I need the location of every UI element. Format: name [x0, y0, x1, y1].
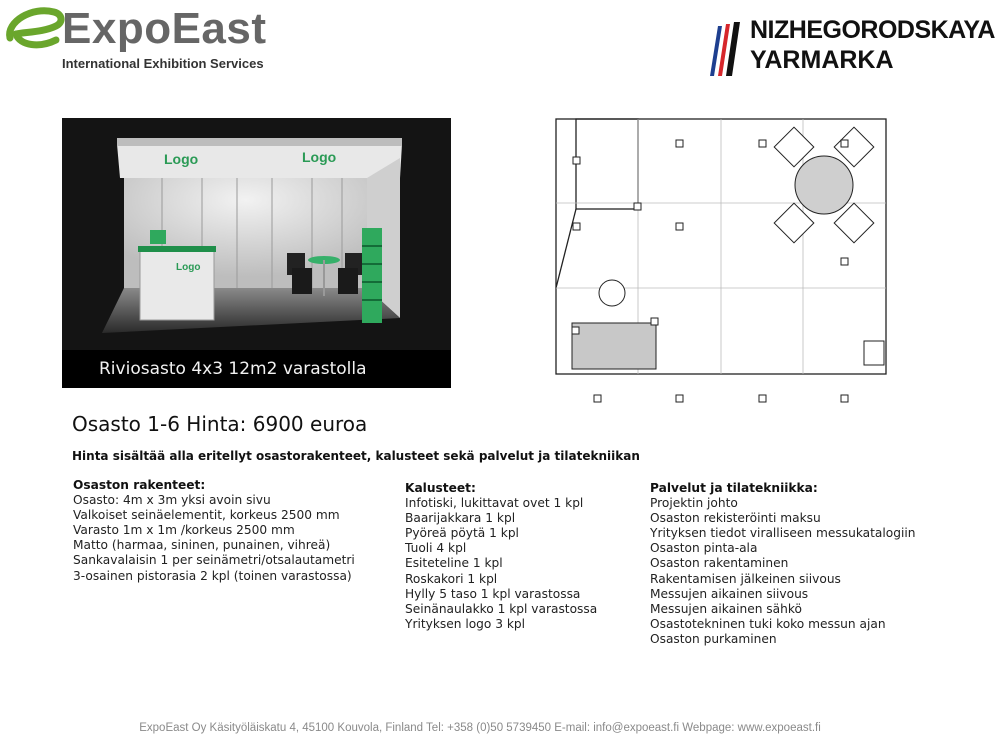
furniture-column: [405, 481, 597, 632]
structures-heading: Osaston rakenteet:: [73, 478, 206, 492]
services-item: Osaston rekisteröinti maksu: [650, 511, 821, 526]
services-item: Messujen aikainen sähkö: [650, 601, 802, 616]
services-item: Osaston rakentaminen: [650, 556, 789, 571]
services-heading: Palvelut ja tilatekniikka:: [650, 481, 818, 495]
page-subtitle: Hinta sisältää alla eritellyt osastorakenteet, kalusteet sekä palvelut ja tilatekniikan: [72, 449, 640, 463]
expoeast-e-logo-icon: [4, 4, 66, 54]
structures-item: Osasto: 4m x 3m yksi avoin sivu: [73, 493, 271, 508]
fascia-logo-1: Logo: [164, 151, 199, 167]
furniture-item: Hylly 5 taso 1 kpl varastossa: [405, 586, 581, 601]
brand-name: ExpoEast: [62, 4, 267, 53]
services-item: Projektin johto: [650, 496, 738, 511]
brand-tagline: International Exhibition Services: [62, 56, 264, 71]
render-caption: Riviosasto 4x3 12m2 varastolla: [62, 350, 451, 388]
expoeast-logo: [4, 4, 294, 70]
furniture-item: Yrityksen logo 3 kpl: [405, 616, 526, 631]
structures-item: Varasto 1m x 1m /korkeus 2500 mm: [73, 523, 295, 538]
logo-line-1: NIZHEGORODSKAYA: [750, 16, 995, 44]
services-column: [650, 481, 915, 647]
footer-contact: ExpoEast Oy Käsityöläiskatu 4, 45100 Kouvola, Finland Tel: +358 (0)50 5739450 E-mail: info@expoeast.fi Webpage: www.expoeast.fi: [139, 722, 821, 734]
russian-flag-emblem-icon: [708, 20, 742, 76]
services-item: Osastotekninen tuki koko messun ajan: [650, 616, 886, 631]
furniture-item: Baarijakkara 1 kpl: [405, 511, 516, 526]
services-item: Osaston purkaminen: [650, 631, 777, 646]
page-title: Osasto 1-6 Hinta: 6900 euroa: [72, 412, 368, 436]
booth-render-image: [62, 118, 451, 388]
services-item: Osaston pinta-ala: [650, 541, 758, 556]
logo-line-2: YARMARKA: [750, 46, 894, 74]
structures-item: Valkoiset seinäelementit, korkeus 2500 mm: [73, 508, 340, 523]
structures-item: 3-osainen pistorasia 2 kpl (toinen varastossa): [73, 568, 352, 583]
structures-item: Matto (harmaa, sininen, punainen, vihreä): [73, 538, 331, 553]
fascia-logo-2: Logo: [302, 149, 337, 165]
furniture-item: Roskakori 1 kpl: [405, 571, 498, 586]
nizhegorodskaya-logo: [708, 16, 995, 80]
services-item: Yrityksen tiedot viralliseen messukatalogiin: [650, 526, 916, 541]
structures-item: Sankavalaisin 1 per seinämetri/otsalautametri: [73, 553, 355, 568]
furniture-item: Infotiski, lukittavat ovet 1 kpl: [405, 496, 584, 511]
furniture-item: Pyöreä pöytä 1 kpl: [405, 526, 519, 541]
furniture-item: Tuoli 4 kpl: [405, 541, 467, 556]
furniture-item: Seinänaulakko 1 kpl varastossa: [405, 601, 598, 616]
services-item: Messujen aikainen siivous: [650, 586, 809, 601]
desk-logo: Logo: [176, 262, 201, 273]
furniture-heading: Kalusteet:: [405, 481, 476, 495]
services-item: Rakentamisen jälkeinen siivous: [650, 571, 841, 586]
booth-illustration: [62, 118, 451, 350]
structures-column: [73, 478, 355, 584]
furniture-item: Esiteteline 1 kpl: [405, 556, 503, 571]
floor-plan-diagram: [550, 113, 892, 403]
